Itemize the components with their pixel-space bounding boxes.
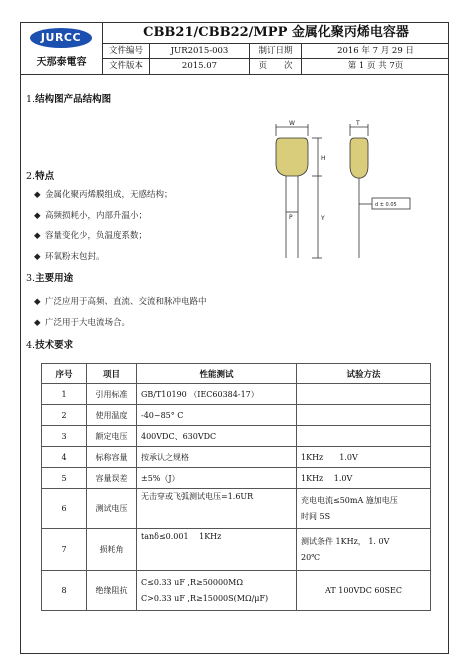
feature-item: [34, 229, 147, 241]
table-row: [42, 405, 431, 426]
row-no: 3: [42, 426, 87, 447]
bullet-diamond-icon: ◆: [34, 252, 41, 262]
date-label: 制订日期: [250, 44, 302, 59]
row-no: 8: [42, 571, 87, 611]
version-label: 文件版本: [103, 59, 150, 74]
usage-item: [34, 295, 207, 307]
feature-item: [34, 209, 147, 221]
usage-item: [34, 316, 130, 328]
diagram-label-h: H: [321, 155, 326, 162]
table-row: [42, 571, 431, 611]
row-item: 引用标准: [87, 384, 137, 405]
row-item: 容量误差: [87, 468, 137, 489]
section-2-title: 特点: [35, 171, 55, 182]
document-header: [20, 22, 449, 74]
table-row: [42, 529, 431, 571]
cell-line: 测试条件 1KHz， 1. 0V: [301, 536, 390, 546]
bullet-diamond-icon: ◆: [34, 297, 41, 307]
row-no: 5: [42, 468, 87, 489]
bullet-diamond-icon: ◆: [34, 318, 41, 328]
section-3-number: 3.: [26, 273, 36, 284]
version: 2015.07: [150, 59, 250, 74]
row-performance: tanδ≤0.001 1KHz: [137, 529, 297, 571]
cell-line: 充电电流≤50mA 施加电压: [301, 495, 398, 505]
row-item: 绝缘阻抗: [87, 571, 137, 611]
row-item: 标称容量: [87, 447, 137, 468]
section-4-number: 4.: [26, 340, 36, 351]
header-divider: [20, 74, 449, 75]
section-3-heading: [26, 270, 73, 284]
row-method: [297, 489, 431, 529]
bullet-diamond-icon: ◆: [34, 231, 41, 241]
table-row: [42, 489, 431, 529]
item-text: 金属化聚丙烯膜组成，无感结构；: [45, 190, 173, 200]
item-text: 广泛用于大电流场合。: [45, 318, 131, 328]
diagram-label-w: W: [289, 120, 295, 127]
row-performance: -40~85° C: [137, 405, 297, 426]
row-performance: 按承认之规格: [137, 447, 297, 468]
row-method: 1KHz 1.0V: [297, 468, 431, 489]
bullet-diamond-icon: ◆: [34, 211, 41, 221]
bullet-diamond-icon: ◆: [34, 190, 41, 200]
col-header-performance: 性能测试: [137, 364, 297, 384]
item-text: 高频损耗小，内部升温小；: [45, 211, 148, 221]
section-2-heading: [26, 168, 54, 182]
diagram-label-t: T: [356, 120, 360, 127]
row-no: 2: [42, 405, 87, 426]
row-method: [297, 405, 431, 426]
table-header-row: [42, 364, 431, 384]
doc-no: JUR2015-003: [150, 44, 250, 59]
row-performance: GB/T10190 （IEC60384-17）: [137, 384, 297, 405]
doc-no-label: 文件编号: [103, 44, 150, 59]
row-item: 使用温度: [87, 405, 137, 426]
cell-line: 20℃: [301, 552, 321, 562]
row-method: [297, 384, 431, 405]
section-4-heading: [26, 337, 73, 351]
section-1-title: 结构图产品结构图: [35, 94, 112, 105]
table-row: [42, 447, 431, 468]
section-4-title: 技术要求: [35, 340, 74, 351]
feature-item: [34, 250, 105, 262]
capacitor-structure-diagram: [268, 118, 448, 268]
row-item: 损耗角: [87, 529, 137, 571]
header-row-1: [103, 44, 449, 59]
page-number: 第 1 页 共 7页: [347, 61, 404, 71]
col-header-item: 项目: [87, 364, 137, 384]
company-name: 天那泰電容: [36, 57, 87, 68]
diagram-label-y: Y: [321, 215, 325, 222]
row-no: 1: [42, 384, 87, 405]
cell-line: C>0.33 uF ,R≥15000S(MΩ/μF): [141, 593, 269, 603]
item-text: 广泛应用于高频、直流、交流和脉冲电路中: [45, 297, 207, 307]
row-method: [297, 529, 431, 571]
item-text: 容量变化少，负温度系数；: [45, 231, 148, 241]
row-performance: ±5%（J）: [137, 468, 297, 489]
row-method: 1KHz 1.0V: [297, 447, 431, 468]
row-item: 测试电压: [87, 489, 137, 529]
col-header-method: 试验方法: [297, 364, 431, 384]
logo-cell: [20, 22, 103, 74]
diagram-label-p: P: [289, 214, 293, 221]
row-item: 额定电压: [87, 426, 137, 447]
col-header-no: 序号: [42, 364, 87, 384]
row-no: 7: [42, 529, 87, 571]
row-method: AT 100VDC 60SEC: [297, 571, 431, 611]
cell-line: C≤0.33 uF ,R≥50000MΩ: [141, 577, 243, 587]
section-3-title: 主要用途: [35, 273, 74, 284]
page-label: 页 次: [250, 59, 302, 74]
row-performance: [137, 571, 297, 611]
item-text: 环氧粉末包封。: [45, 252, 105, 262]
header-row-2: [103, 59, 449, 74]
table-row: [42, 468, 431, 489]
table-row: [42, 426, 431, 447]
section-2-number: 2.: [26, 171, 36, 182]
section-1-number: 1.: [26, 94, 36, 105]
date: 2016 年 7 月 29 日: [337, 46, 414, 56]
feature-item: [34, 188, 173, 200]
section-1-heading: [26, 91, 111, 105]
company-logo: JURCC: [30, 28, 92, 48]
row-performance: 400VDC、630VDC: [137, 426, 297, 447]
table-row: [42, 384, 431, 405]
row-performance: 无击穿或飞弧测试电压=1.6UR: [137, 489, 297, 529]
row-method: [297, 426, 431, 447]
cell-line: 时间 5S: [301, 511, 331, 521]
row-no: 4: [42, 447, 87, 468]
row-no: 6: [42, 489, 87, 529]
document-title: CBB21/CBB22/MPP 金属化聚丙烯电容器: [103, 22, 449, 44]
spec-table: [41, 363, 431, 611]
diagram-label-d: d ± 0.05: [375, 202, 397, 208]
